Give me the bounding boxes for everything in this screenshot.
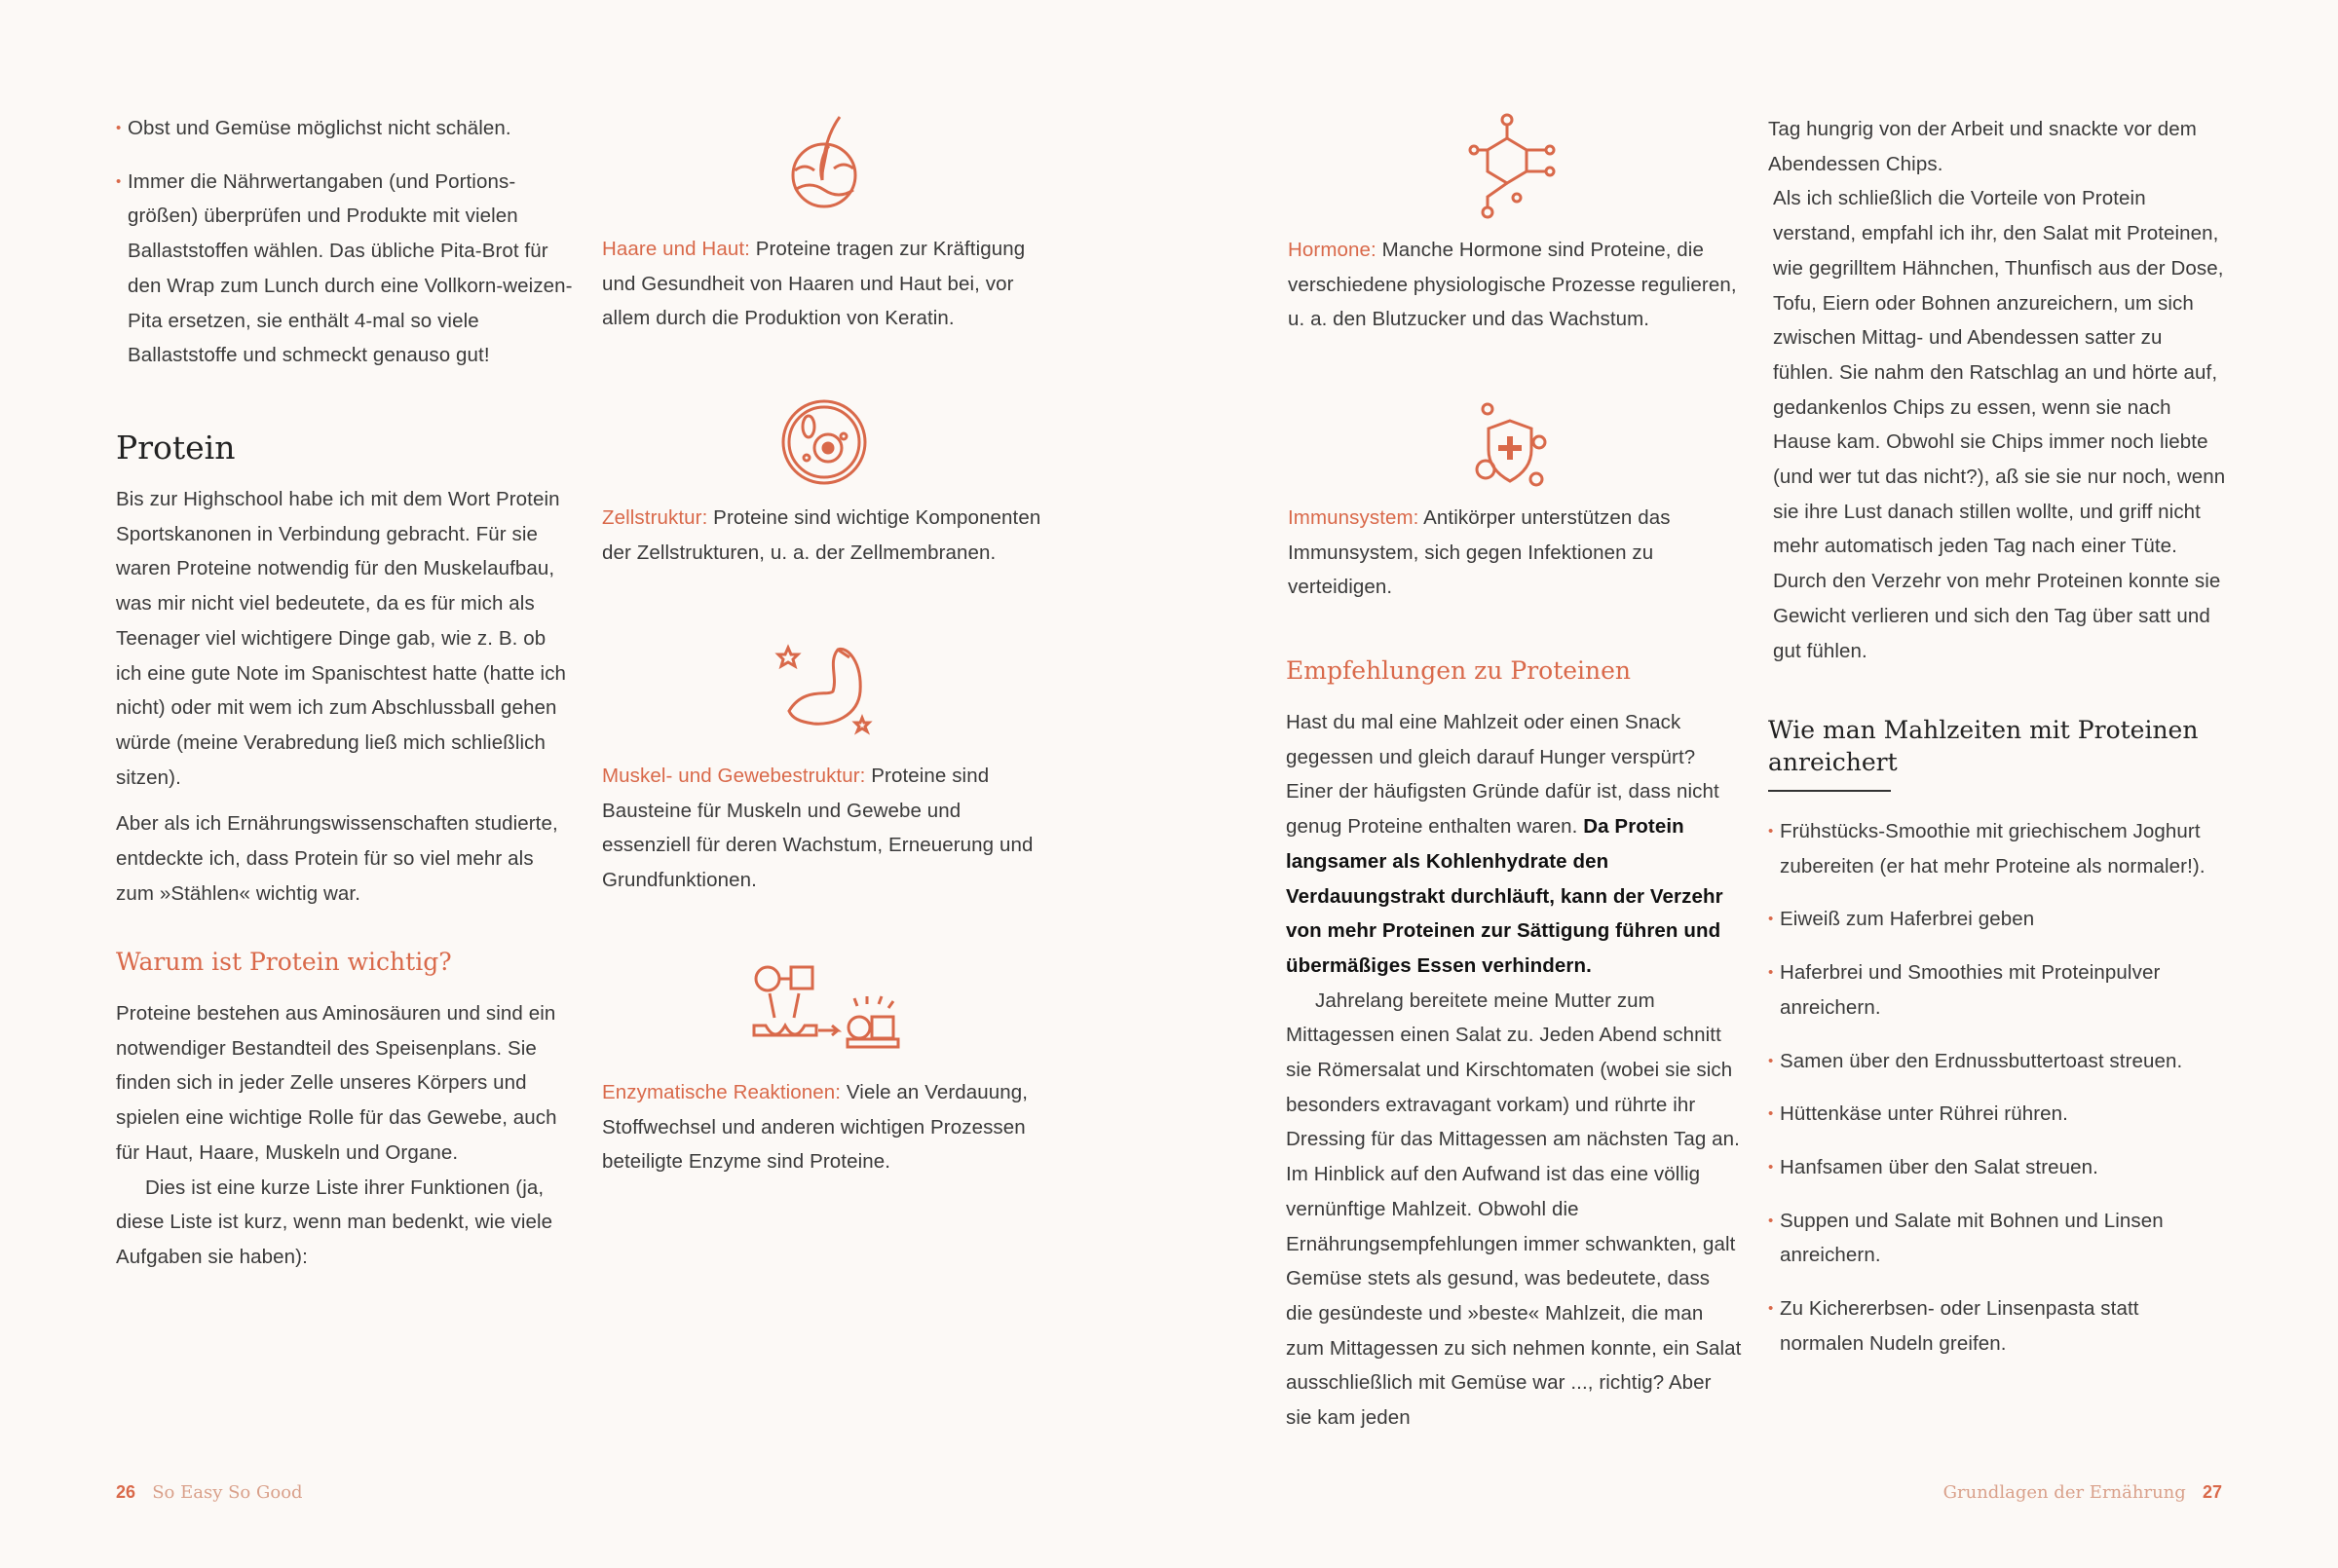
page-number-left: 26	[116, 1482, 136, 1502]
function-muscle-tissue: Muskel- und Gewebestruktur: Proteine sind Bausteine für Muskeln und Gewebe und essenziell für deren Wachstum, Erneuerung und Grundfunktionen.	[602, 765, 1034, 892]
subheading-mahlzeiten: Wie man Mahlzeiten mit Proteinen anreichert	[1768, 716, 2199, 776]
list-item: • Zu Kichererbsen- oder Linsenpasta statt normalen Nudeln greifen.	[1768, 1291, 2226, 1361]
footer-right	[1943, 1482, 2222, 1503]
paragraph: Dies ist eine kurze Liste ihrer Funktionen (ja, diese Liste ist kurz, wenn man bedenkt, wie viele Aufgaben sie haben):	[116, 1176, 553, 1268]
paragraph: Aber als ich Ernährungswissenschaften studierte, entdeckte ich, dass Protein für so viel mehr als zum »Stählen« wichtig war.	[116, 812, 558, 905]
list-item: • Eiweiß zum Haferbrei geben	[1768, 902, 2226, 937]
column-1-body-2	[116, 996, 574, 1275]
subheading-empfehlungen: Empfehlungen zu Proteinen	[1286, 656, 1632, 685]
heading-underline	[1768, 790, 1891, 792]
function-enzymes: Enzymatische Reaktionen: Viele an Verdauung, Stoffwechsel und anderen wichtigen Prozessen beteiligte Enzyme sind Proteine.	[602, 1081, 1029, 1174]
subheading-warum: Warum ist Protein wichtig?	[116, 948, 452, 976]
hair-skin-icon	[785, 112, 863, 214]
protein-tips-list	[1768, 814, 2226, 1379]
column-4-body	[1768, 112, 2226, 668]
hormone-molecule-icon	[1466, 112, 1559, 219]
list-item: • Haferbrei und Smoothies mit Proteinpulver anreichern.	[1768, 955, 2226, 1025]
paragraph: Hast du mal eine Mahlzeit oder einen Snack gegessen und gleich darauf Hunger verspürt? Einer der häufigsten Gründe dafür ist, dass nicht genug Proteine enthalten waren. Da Protein langsamer als Kohlenhydrate den Verdauungstrakt durchläuft, kann der Verzehr von mehr Proteinen zur Sättigung führen und übermäßiges Essen verhindern.	[1286, 711, 1723, 977]
list-item: • Suppen und Salate mit Bohnen und Linsen anreichern.	[1768, 1204, 2226, 1273]
column-1-bullets	[116, 111, 574, 392]
list-item: • Immer die Nährwertangaben (und Portions-größen) überprüfen und Produkte mit vielen Ballaststoffen wählen. Das übliche Pita-Brot für den Wrap zum Lunch durch eine Vollkorn-weizen-Pita ersetzen, sie enthält 4-mal so viele Ballaststoffe und schmeckt genauso gut!	[116, 165, 574, 373]
muscle-icon	[774, 638, 877, 740]
column-1-body	[116, 482, 574, 922]
function-hormones: Hormone: Manche Hormone sind Proteine, die verschiedene physiologische Prozesse regulieren, u. a. den Blutzucker und das Wachstum.	[1288, 239, 1737, 331]
paragraph: Als ich schließlich die Vorteile von Protein verstand, empfahl ich ihr, den Salat mit Proteinen, wie gegrilltem Hähnchen, Thunfisch aus der Dose, Tofu, Eiern oder Bohnen anzureichern, um sich zwischen Mittag- und Abendessen satter zu fühlen. Sie nahm den Ratschlag an und hörte auf, gedankenlos Chips zu essen, wenn sie nach Hause kam. Obwohl sie Chips immer noch liebte (und wer tut das nicht?), aß sie sie nur noch, wenn sie ihre Lust danach stillen wollte, und griff nicht mehr automatisch jeden Tag nach einer Tüte. Durch den Verzehr von mehr Proteinen konnte sie Gewicht verlieren und sich den Tag über satt und gut fühlen.	[1773, 187, 2226, 662]
function-cell-structure: Zellstruktur: Proteine sind wichtige Komponenten der Zellstrukturen, u. a. der Zellmembranen.	[602, 506, 1041, 564]
list-item: • Frühstücks-Smoothie mit griechischem Joghurt zubereiten (er hat mehr Proteine als normaler!).	[1768, 814, 2226, 883]
column-3-body	[1286, 705, 1742, 1436]
paragraph: Jahrelang bereitete meine Mutter zum Mittagessen einen Salat zu. Jeden Abend schnitt sie Römersalat und Kirschtomaten (wobei sie sich besonders extravagant vorkam) und rührte ihr Dressing für das Mittagessen am nächsten Tag an. Im Hinblick auf den Aufwand ist das eine völlig vernünftige Mahlzeit. Obwohl die Ernährungsempfehlungen immer schwankten, galt Gemüse stets als gesund, was bedeutete, dass die gesündeste und »beste« Mahlzeit, die man zum Mittagessen zu sich nehmen konnte, ein Salat ausschließlich mit Gemüse war ..., richtig? Aber sie kam jeden	[1286, 989, 1742, 1430]
footer-left	[116, 1482, 303, 1503]
chapter-title: Grundlagen der Ernährung	[1942, 1482, 2186, 1503]
function-immune-system: Immunsystem: Antikörper unterstützen das Immunsystem, sich gegen Infektionen zu verteidigen.	[1288, 506, 1671, 599]
list-item: • Samen über den Erdnussbuttertoast streuen.	[1768, 1044, 2226, 1079]
enzyme-reaction-icon	[750, 959, 906, 1052]
list-item: • Hüttenkäse unter Rührei rühren.	[1768, 1097, 2226, 1132]
page-number-right: 27	[2202, 1482, 2222, 1502]
section-heading-protein: Protein	[116, 429, 236, 467]
function-hair-skin: Haare und Haut: Proteine tragen zur Kräftigung und Gesundheit von Haaren und Haut bei, vor allem durch die Produktion von Keratin.	[602, 238, 1026, 330]
list-item: • Hanfsamen über den Salat streuen.	[1768, 1150, 2226, 1185]
immune-shield-icon	[1466, 399, 1559, 497]
list-item: • Obst und Gemüse möglichst nicht schälen.	[116, 111, 574, 146]
book-title: So Easy So Good	[152, 1482, 303, 1503]
cell-icon	[779, 397, 869, 487]
paragraph: Bis zur Highschool habe ich mit dem Wort Protein Sportskanonen in Verbindung gebracht. Für sie waren Proteine notwendig für den Muskelaufbau, was mir nicht viel bedeutete, da es für mich als Teenager viel wichtigere Dinge gab, wie z. B. ob ich eine gute Note im Spanischtest hatte (hatte ich nicht) oder mit wem ich zum Abschlussball gehen würde (meine Verabredung ließ mich schließlich sitzen).	[116, 488, 567, 789]
paragraph: Tag hungrig von der Arbeit und snackte vor dem Abendessen Chips.	[1768, 118, 2197, 175]
paragraph: Proteine bestehen aus Aminosäuren und sind ein notwendiger Bestandteil des Speisenplans. Sie finden sich in jeder Zelle unseres Körpers und spielen eine wichtige Rolle für das Gewebe, auch für Haut, Haare, Muskeln und Organe.	[116, 1002, 557, 1164]
